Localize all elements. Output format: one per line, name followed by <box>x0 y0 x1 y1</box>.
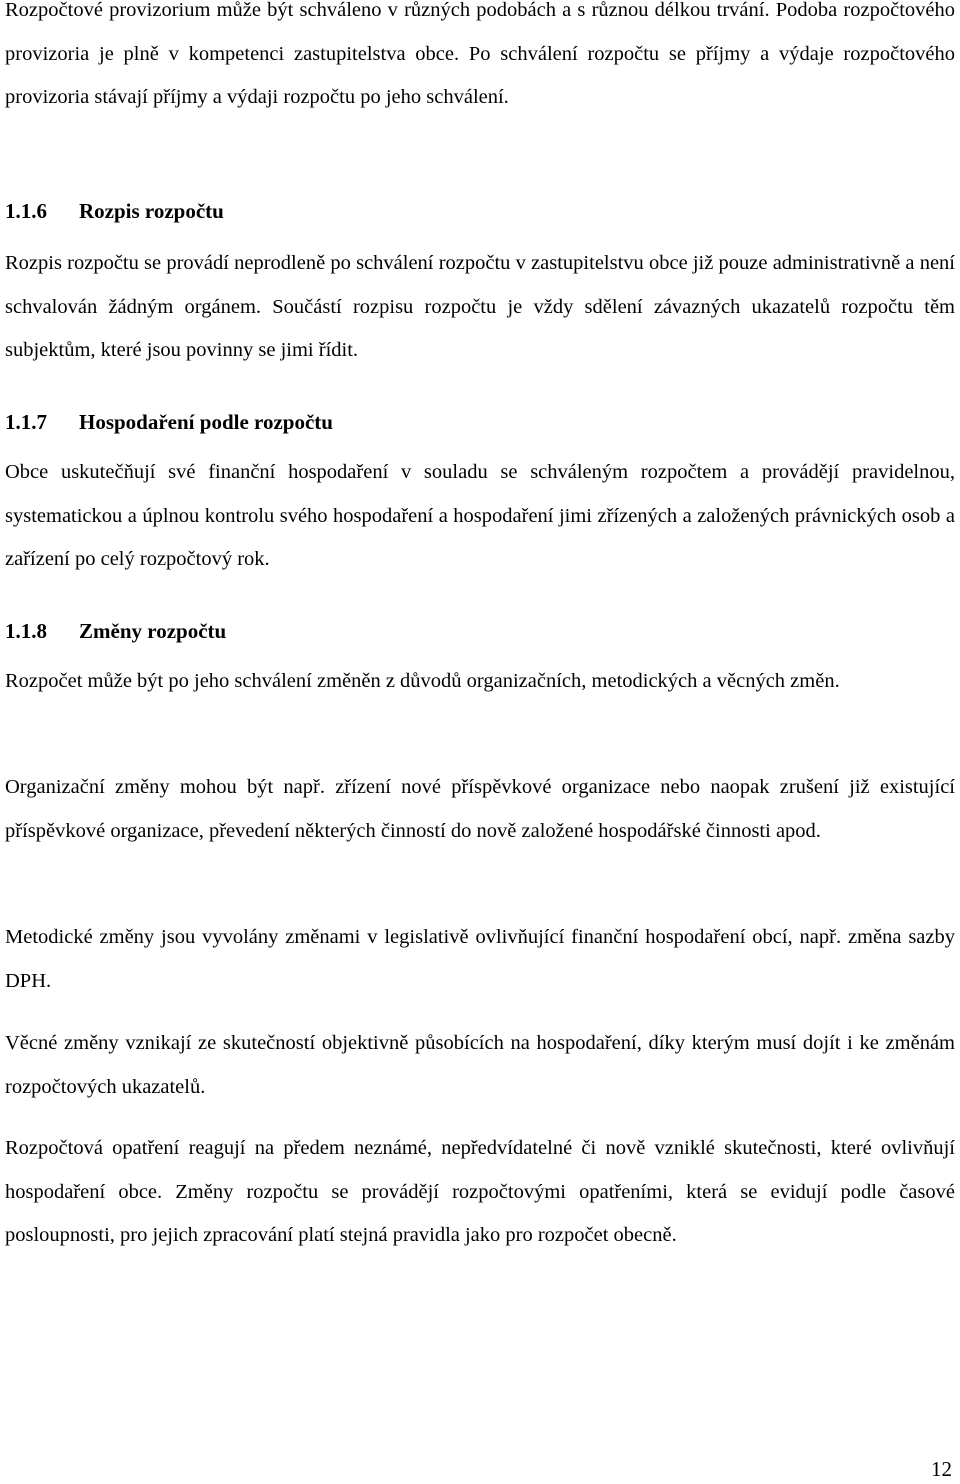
paragraph-hospodareni: Obce uskutečňují své finanční hospodaření v souladu se schváleným rozpočtem a provádějí pravidelnou, systematickou a úplnou kontrolu svého hospodaření a hospodaření jimi zřízených a založených právnických osob a zařízení po celý rozpočtový rok. <box>5 461 955 570</box>
paragraph-zmeny-intro: Rozpočet může být po jeho schválení změněn z důvodů organizačních, metodických a věcných změn. <box>5 670 840 692</box>
paragraph-rozpis: Rozpis rozpočtu se provádí neprodleně po schválení rozpočtu v zastupitelstvu obce již pouze administrativně a není schvalován žádným orgánem. Součástí rozpisu rozpočtu je vždy sdělení závazných ukazatelů rozpočtu těm subjektům, které jsou povinny se jimi řídit. <box>5 252 955 361</box>
page-number: 12 <box>931 1457 952 1481</box>
heading-number: 1.1.7 <box>5 410 47 434</box>
heading-title: Hospodaření podle rozpočtu <box>79 410 333 434</box>
paragraph-vecne-zmeny: Věcné změny vznikají ze skutečností objektivně působících na hospodaření, díky kterým musí dojít i ke změnám rozpočtových ukazatelů. <box>5 1032 955 1098</box>
heading-title: Rozpis rozpočtu <box>79 199 224 223</box>
paragraph-intro: Rozpočtové provizorium může být schváleno v různých podobách a s různou délkou trvání. Podoba rozpočtového provizoria je plně v kompetenci zastupitelstva obce. Po schválení rozpočtu se příjmy a výdaje rozpočtového provizoria stávají příjmy a výdaji rozpočtu po jeho schválení. <box>5 0 955 108</box>
heading-1-1-7 <box>5 407 955 437</box>
heading-1-1-8 <box>5 616 955 646</box>
heading-1-1-6 <box>5 196 955 226</box>
paragraph-metodicke-zmeny: Metodické změny jsou vyvolány změnami v legislativě ovlivňující finanční hospodaření obcí, např. změna sazby DPH. <box>5 926 955 992</box>
paragraph-rozpoctova-opatreni: Rozpočtová opatření reagují na předem neznámé, nepředvídatelné či nově vzniklé skutečnosti, které ovlivňují hospodaření obce. Změny rozpočtu se provádějí rozpočtovými opatřeními, která se evidují podle časové posloupnosti, pro jejich zpracování platí stejná pravidla jako pro rozpočet obecně. <box>5 1137 955 1246</box>
paragraph-organizacni-zmeny: Organizační změny mohou být např. zřízení nové příspěvkové organizace nebo naopak zrušení již existující příspěvkové organizace, převedení některých činností do nově založené hospodářské činnosti apod. <box>5 776 955 842</box>
heading-number: 1.1.8 <box>5 619 47 643</box>
heading-title: Změny rozpočtu <box>79 619 227 643</box>
heading-number: 1.1.6 <box>5 199 47 223</box>
